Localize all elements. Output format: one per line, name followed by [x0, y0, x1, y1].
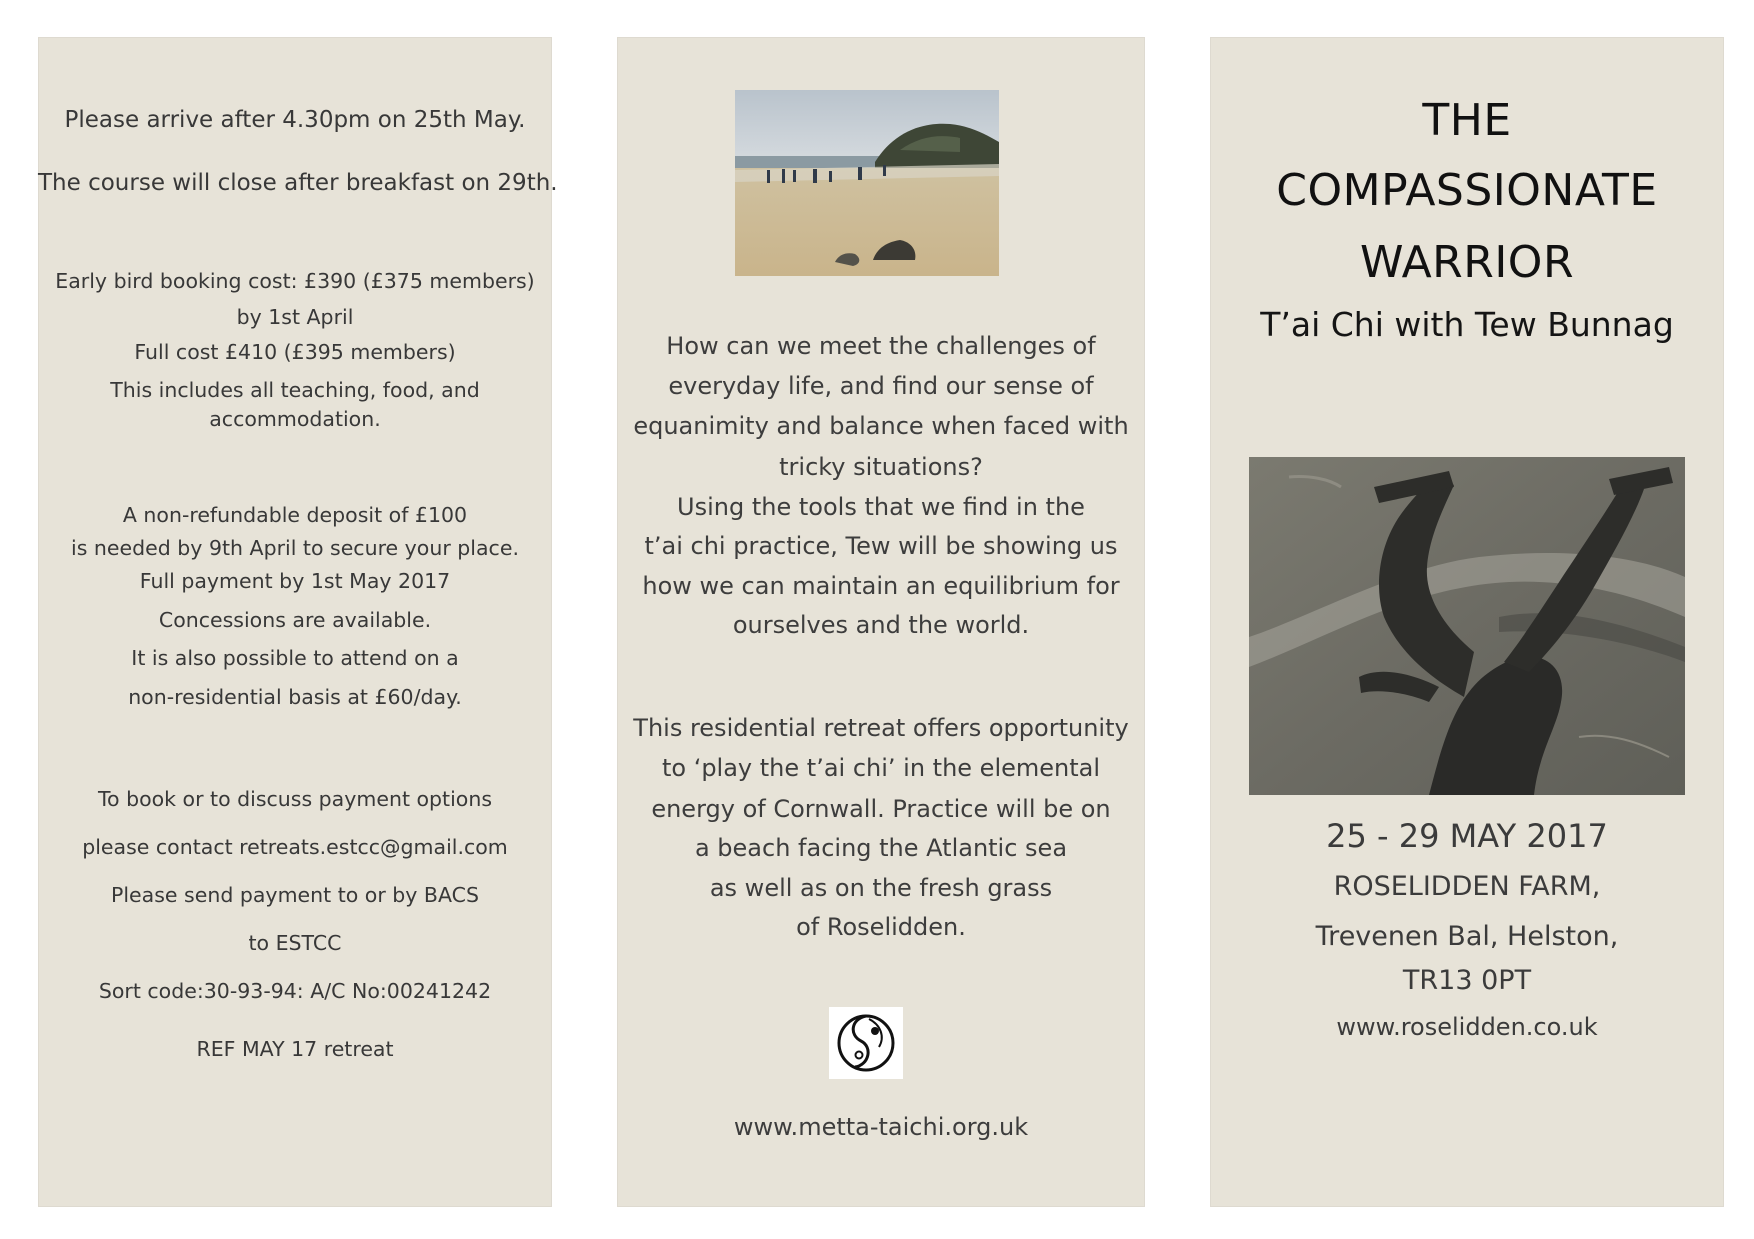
retreat-line-3: energy of Cornwall. Practice will be on — [651, 795, 1111, 823]
venue-postcode: TR13 0PT — [1402, 965, 1532, 996]
payment-reference: REF MAY 17 retreat — [196, 1037, 394, 1061]
title-line-2: COMPASSIONATE — [1276, 165, 1658, 216]
shadow-photo — [1249, 457, 1685, 795]
yin-yang-logo-icon — [829, 1007, 903, 1079]
non-residential-1: It is also possible to attend on a — [131, 646, 459, 670]
intro-line-5: Using the tools that we find in the — [677, 493, 1085, 521]
metta-website-link[interactable]: www.metta-taichi.org.uk — [733, 1113, 1029, 1141]
booking-contact[interactable]: please contact retreats.estcc@gmail.com — [82, 835, 508, 859]
intro-line-2: everyday life, and find our sense of — [668, 372, 1094, 400]
payment-line-2: to ESTCC — [248, 931, 342, 955]
retreat-line-4: a beach facing the Atlantic sea — [694, 834, 1068, 862]
includes-line-2: accommodation. — [209, 407, 381, 431]
intro-line-4: tricky situations? — [779, 453, 983, 481]
intro-line-3: equanimity and balance when faced with — [633, 412, 1129, 440]
retreat-line-1: This residential retreat offers opportunity — [633, 714, 1129, 742]
sort-code: Sort code:30-93-94: A/C No:00241242 — [98, 979, 492, 1003]
full-cost: Full cost £410 (£395 members) — [134, 340, 456, 364]
title-line-3: WARRIOR — [1359, 237, 1575, 288]
retreat-line-2: to ‘play the t’ai chi’ in the elemental — [661, 754, 1101, 782]
venue-address-1: Trevenen Bal, Helston, — [1315, 921, 1619, 952]
beach-photo — [735, 90, 999, 276]
closing-note: The course will close after breakfast on 29th. — [38, 170, 558, 196]
booking-line-1: To book or to discuss payment options — [97, 787, 493, 811]
event-dates: 25 - 29 MAY 2017 — [1326, 817, 1608, 855]
non-residential-2: non-residential basis at £60/day. — [128, 685, 462, 709]
left-panel — [38, 37, 558, 1207]
subtitle: T’ai Chi with Tew Bunnag — [1260, 305, 1674, 344]
includes-line-1: This includes all teaching, food, and — [110, 378, 480, 402]
intro-line-7: how we can maintain an equilibrium for — [642, 572, 1120, 600]
early-bird-deadline: by 1st April — [236, 305, 354, 329]
concessions: Concessions are available. — [158, 608, 432, 632]
roselidden-website-link[interactable]: www.roselidden.co.uk — [1336, 1013, 1598, 1041]
deposit-line-2: is needed by 9th April to secure your place. — [71, 536, 519, 560]
venue-name: ROSELIDDEN FARM, — [1333, 871, 1601, 902]
full-payment: Full payment by 1st May 2017 — [139, 569, 451, 593]
title-line-1: THE — [1422, 95, 1512, 146]
retreat-line-5: as well as on the fresh grass — [709, 874, 1053, 902]
arrival-note: Please arrive after 4.30pm on 25th May. — [64, 107, 526, 133]
payment-line-1: Please send payment to or by BACS — [111, 883, 479, 907]
intro-line-6: t’ai chi practice, Tew will be showing us — [644, 532, 1118, 560]
middle-panel — [617, 37, 1145, 1207]
deposit-line-1: A non-refundable deposit of £100 — [122, 503, 468, 527]
right-panel — [1210, 37, 1724, 1207]
early-bird-cost: Early bird booking cost: £390 (£375 members) — [55, 269, 535, 293]
retreat-line-6: of Roselidden. — [796, 913, 966, 941]
intro-line-8: ourselves and the world. — [732, 611, 1030, 639]
intro-line-1: How can we meet the challenges of — [666, 332, 1096, 360]
